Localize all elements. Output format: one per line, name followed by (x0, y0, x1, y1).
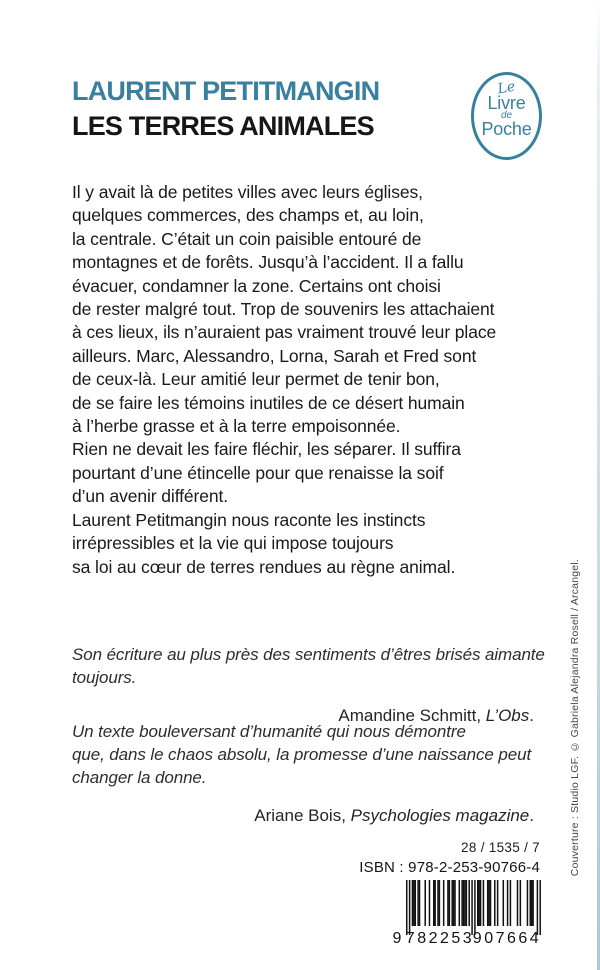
header-block (72, 74, 379, 144)
review-attribution (72, 806, 534, 826)
logo-text-poche: Poche (481, 119, 532, 139)
logo-text-de: de (500, 110, 513, 121)
press-review (72, 643, 545, 726)
quote-line: que, dans le chaos absolu, la promesse d’une naissance peut (72, 745, 532, 764)
synopsis-line: la centrale. C’était un coin paisible entouré de (72, 228, 422, 249)
synopsis-line: ailleurs. Marc, Alessandro, Lorna, Sarah et Fred sont (72, 345, 477, 366)
quote-line: Un texte bouleversant d’humanité qui nous démontre (72, 722, 466, 741)
synopsis-line: Il y avait là de petites villes avec leurs églises, (72, 182, 423, 202)
synopsis-text (72, 181, 496, 579)
synopsis-line: évacuer, condamner la zone. Certains ont choisi (72, 275, 441, 296)
logo-text-livre: Livre (487, 93, 526, 113)
synopsis-line: pourtant d’une étincelle pour que renaisse la soif (72, 462, 444, 483)
isbn-number: ISBN : 978-2-253-90766-4 (359, 859, 540, 876)
author-name: LAURENT PETITMANGIN (72, 76, 380, 106)
publisher-logo (471, 72, 542, 160)
review-source: Psychologies magazine (350, 806, 530, 825)
press-review (72, 720, 534, 826)
review-quote (72, 720, 534, 789)
attribution-period: . (529, 706, 534, 725)
quote-line: Son écriture au plus près des sentiments d’êtres brisés aimante (72, 645, 545, 664)
review-source: L’Obs (485, 706, 530, 725)
print-run-code: 28 / 1535 / 7 (461, 840, 540, 855)
synopsis-line: montagnes et de forêts. Jusqu’à l’accident. Il a fallu (72, 252, 464, 273)
reviewer-name: Amandine Schmitt, (338, 706, 486, 725)
svg-text:782253: 782253 (405, 930, 475, 947)
cover-credit: Couverture : Studio LGF. © Gabriela Alejandra Rosell / Arcangel. (569, 558, 581, 876)
review-quote (72, 643, 545, 689)
reviewer-name: Ariane Bois, (254, 806, 351, 825)
ean13-barcode (390, 880, 542, 948)
synopsis-line: sa loi au cœur de terres rendues au règne animal. (72, 556, 456, 577)
synopsis-line: de rester malgré tout. Trop de souvenirs les attachaient (72, 299, 495, 320)
synopsis-line: à l’herbe grasse et à la terre empoisonnée. (72, 416, 401, 437)
synopsis-line: de ceux-là. Leur amitié leur permet de tenir bon, (72, 369, 440, 390)
svg-text:9: 9 (392, 930, 402, 947)
synopsis-line: Rien ne devait les faire fléchir, les séparer. Il suffira (72, 439, 461, 460)
synopsis-line: irrépressibles et la vie qui impose toujours (72, 533, 394, 554)
quote-line: toujours. (72, 668, 137, 687)
synopsis-line: quelques commerces, des champs et, au loin, (72, 205, 424, 226)
svg-text:907664: 907664 (472, 930, 542, 947)
quote-line: changer la donne. (72, 768, 207, 787)
synopsis-line: d’un avenir différent. (72, 486, 229, 507)
synopsis-line: Laurent Petitmangin nous raconte les instincts (72, 509, 426, 530)
book-title: LES TERRES ANIMALES (72, 111, 374, 141)
synopsis-line: de se faire les témoins inutiles de ce désert humain (72, 392, 465, 413)
attribution-period: . (529, 806, 534, 825)
synopsis-line: à ces lieux, ils n’auraient pas vraiment trouvé leur place (72, 322, 497, 343)
logo-text-le: Le (496, 78, 517, 98)
